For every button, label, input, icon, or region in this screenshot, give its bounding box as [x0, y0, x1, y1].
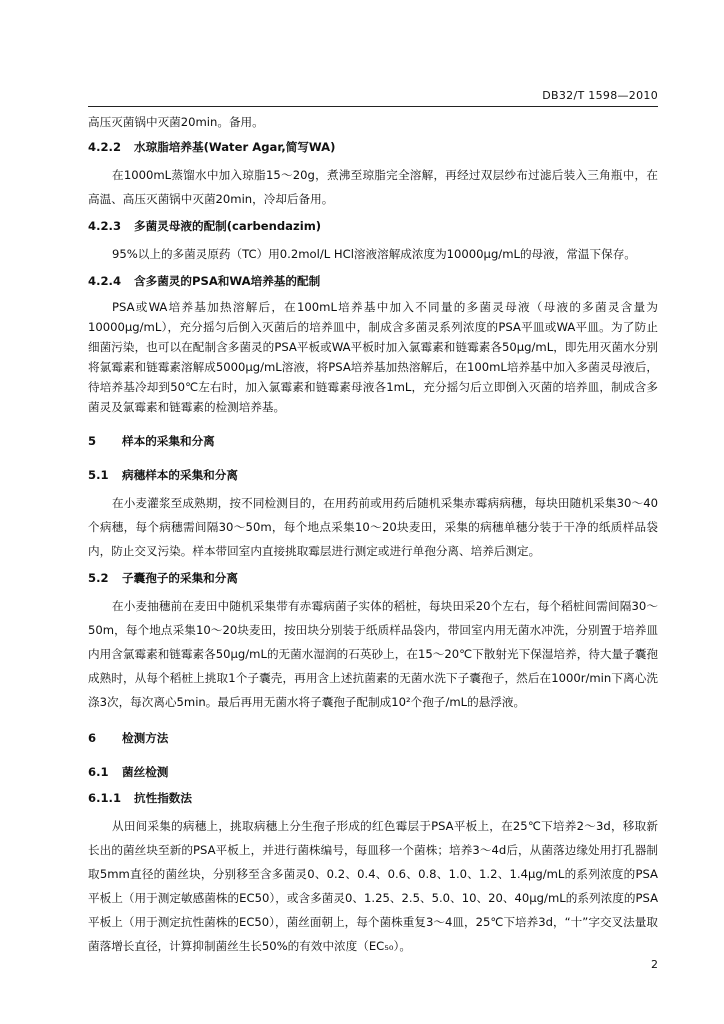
- section-number: 6.1.1: [88, 791, 122, 805]
- paragraph: 在1000mL蒸馏水中加入琼脂15～20g，煮沸至琼脂完全溶解，再经过双层纱布过滤后装入三角瓶中，在高温、高压灭菌锅中灭菌20min，冷却后备用。: [88, 168, 658, 206]
- section-title: 子囊孢子的采集和分离: [122, 571, 238, 585]
- section-heading: [88, 216, 658, 236]
- section-number: 5.1: [88, 468, 109, 482]
- section-number: 4.2.2: [88, 140, 122, 154]
- section-heading: [88, 762, 658, 782]
- document-body: [88, 113, 658, 962]
- section-title: 检测方法: [122, 731, 169, 745]
- section-title: 样本的采集和分离: [122, 434, 215, 448]
- section-title: 菌丝检测: [122, 765, 169, 779]
- paragraph: 在小麦灌浆至成熟期，按不同检测目的，在用药前或用药后随机采集赤霉病病穗，每块田随机采集30～40个病穗，每个病穗需间隔30～50m，每个地点采集10～20块麦田，采集的病穗单穗分装于干净的纸质样品袋内，防止交叉污染。样本带回室内直接挑取霉层进行测定或进行单孢分离、培养后测定。: [88, 496, 658, 558]
- paragraph: PSA或WA培养基加热溶解后，在100mL培养基中加入不同量的多菌灵母液（母液的多菌灵含量为10000µg/mL），充分摇匀后倒入灭菌后的培养皿中，制成含多菌灵系列浓度的PSA平皿或WA平皿。为了防止细菌污染，也可以在配制含多菌灵的PSA平板或WA平板时加入氯霉素和链霉素各50µg/mL，即先用灭菌水分别将氯霉素和链霉素溶解成5000µg/mL溶液，将PSA培养基加热溶解后，在100mL培养基中加入多菌灵母液后，待培养基冷却到50℃左右时，加入氯霉素和链霉素母液各1mL，充分摇匀后立即倒入灭菌的培养皿，制成含多菌灵及氯霉素和链霉素的检测培养基。: [88, 300, 658, 414]
- section-number: 6.1: [88, 765, 109, 779]
- continuation-text: 高压灭菌锅中灭菌20min。备用。: [88, 115, 264, 129]
- section-number: 5.2: [88, 571, 109, 585]
- section-number: 5: [88, 434, 97, 448]
- section-heading: [88, 568, 658, 588]
- section-number: 4.2.4: [88, 274, 122, 288]
- page-number: 2: [651, 958, 658, 971]
- paragraph: 在小麦抽穗前在麦田中随机采集带有赤霉病菌子实体的稻桩，每块田采20个左右，每个稻桩间需间隔30～50m，每个地点采集10～20块麦田，按田块分别装于纸质样品袋内，带回室内用无菌水冲洗，分别置于培养皿内用含氯霉素和链霉素各50µg/mL的无菌水湿润的石英砂上，在15～20℃下散射光下保湿培养，待大量子囊孢成熟时，从每个稻桩上挑取1个子囊壳，再用含上述抗菌素的无菌水洗下子囊孢子，然后在1000r/min下离心洗涤3次，每次离心5min。最后再用无菌水将子囊孢子配制成10²个孢子/mL的悬浮液。: [88, 599, 658, 709]
- standard-code: DB32/T 1598—2010: [542, 89, 658, 102]
- section-number: 4.2.3: [88, 219, 122, 233]
- section-heading: [88, 137, 658, 157]
- section-title: 含多菌灵的PSA和WA培养基的配制: [134, 274, 321, 288]
- chapter-heading: [88, 431, 658, 451]
- section-title: 多菌灵母液的配制(carbendazim): [134, 219, 322, 233]
- paragraph: 95%以上的多菌灵原药（TC）用0.2mol/L HCl溶液溶解成浓度为10000µg/mL的母液，常温下保存。: [112, 247, 636, 261]
- paragraph: 从田间采集的病穗上，挑取病穗上分生孢子形成的红色霉层于PSA平板上，在25℃下培养2～3d，移取新长出的菌丝块至新的PSA平板上，并进行菌株编号，每皿移一个菌株；培养3～4d后，从菌落边缘处用打孔器制取5mm直径的菌丝块，分别移至含多菌灵0、0.2、0.4、0.6、0.8、1.0、1.2、1.4µg/mL的系列浓度的PSA平板上（用于测定敏感菌株的EC50），或含多菌灵0、1.25、2.5、5.0、10、20、40µg/mL的系列浓度的PSA平板上（用于测定抗性菌株的EC50），菌丝面朝上，每个菌株重复3～4皿，25℃下培养3d，“十”字交叉法量取菌落增长直径，计算抑制菌丝生长50%的有效中浓度（EC₅₀）。: [88, 819, 658, 953]
- section-heading: [88, 788, 658, 808]
- header-rule: [88, 106, 658, 107]
- section-heading: [88, 271, 658, 291]
- section-heading: [88, 465, 658, 485]
- section-number: 6: [88, 731, 97, 745]
- section-title: 抗性指数法: [134, 791, 192, 805]
- section-title: 病穗样本的采集和分离: [122, 468, 238, 482]
- section-title: 水琼脂培养基(Water Agar,简写WA): [134, 140, 336, 154]
- chapter-heading: [88, 728, 658, 748]
